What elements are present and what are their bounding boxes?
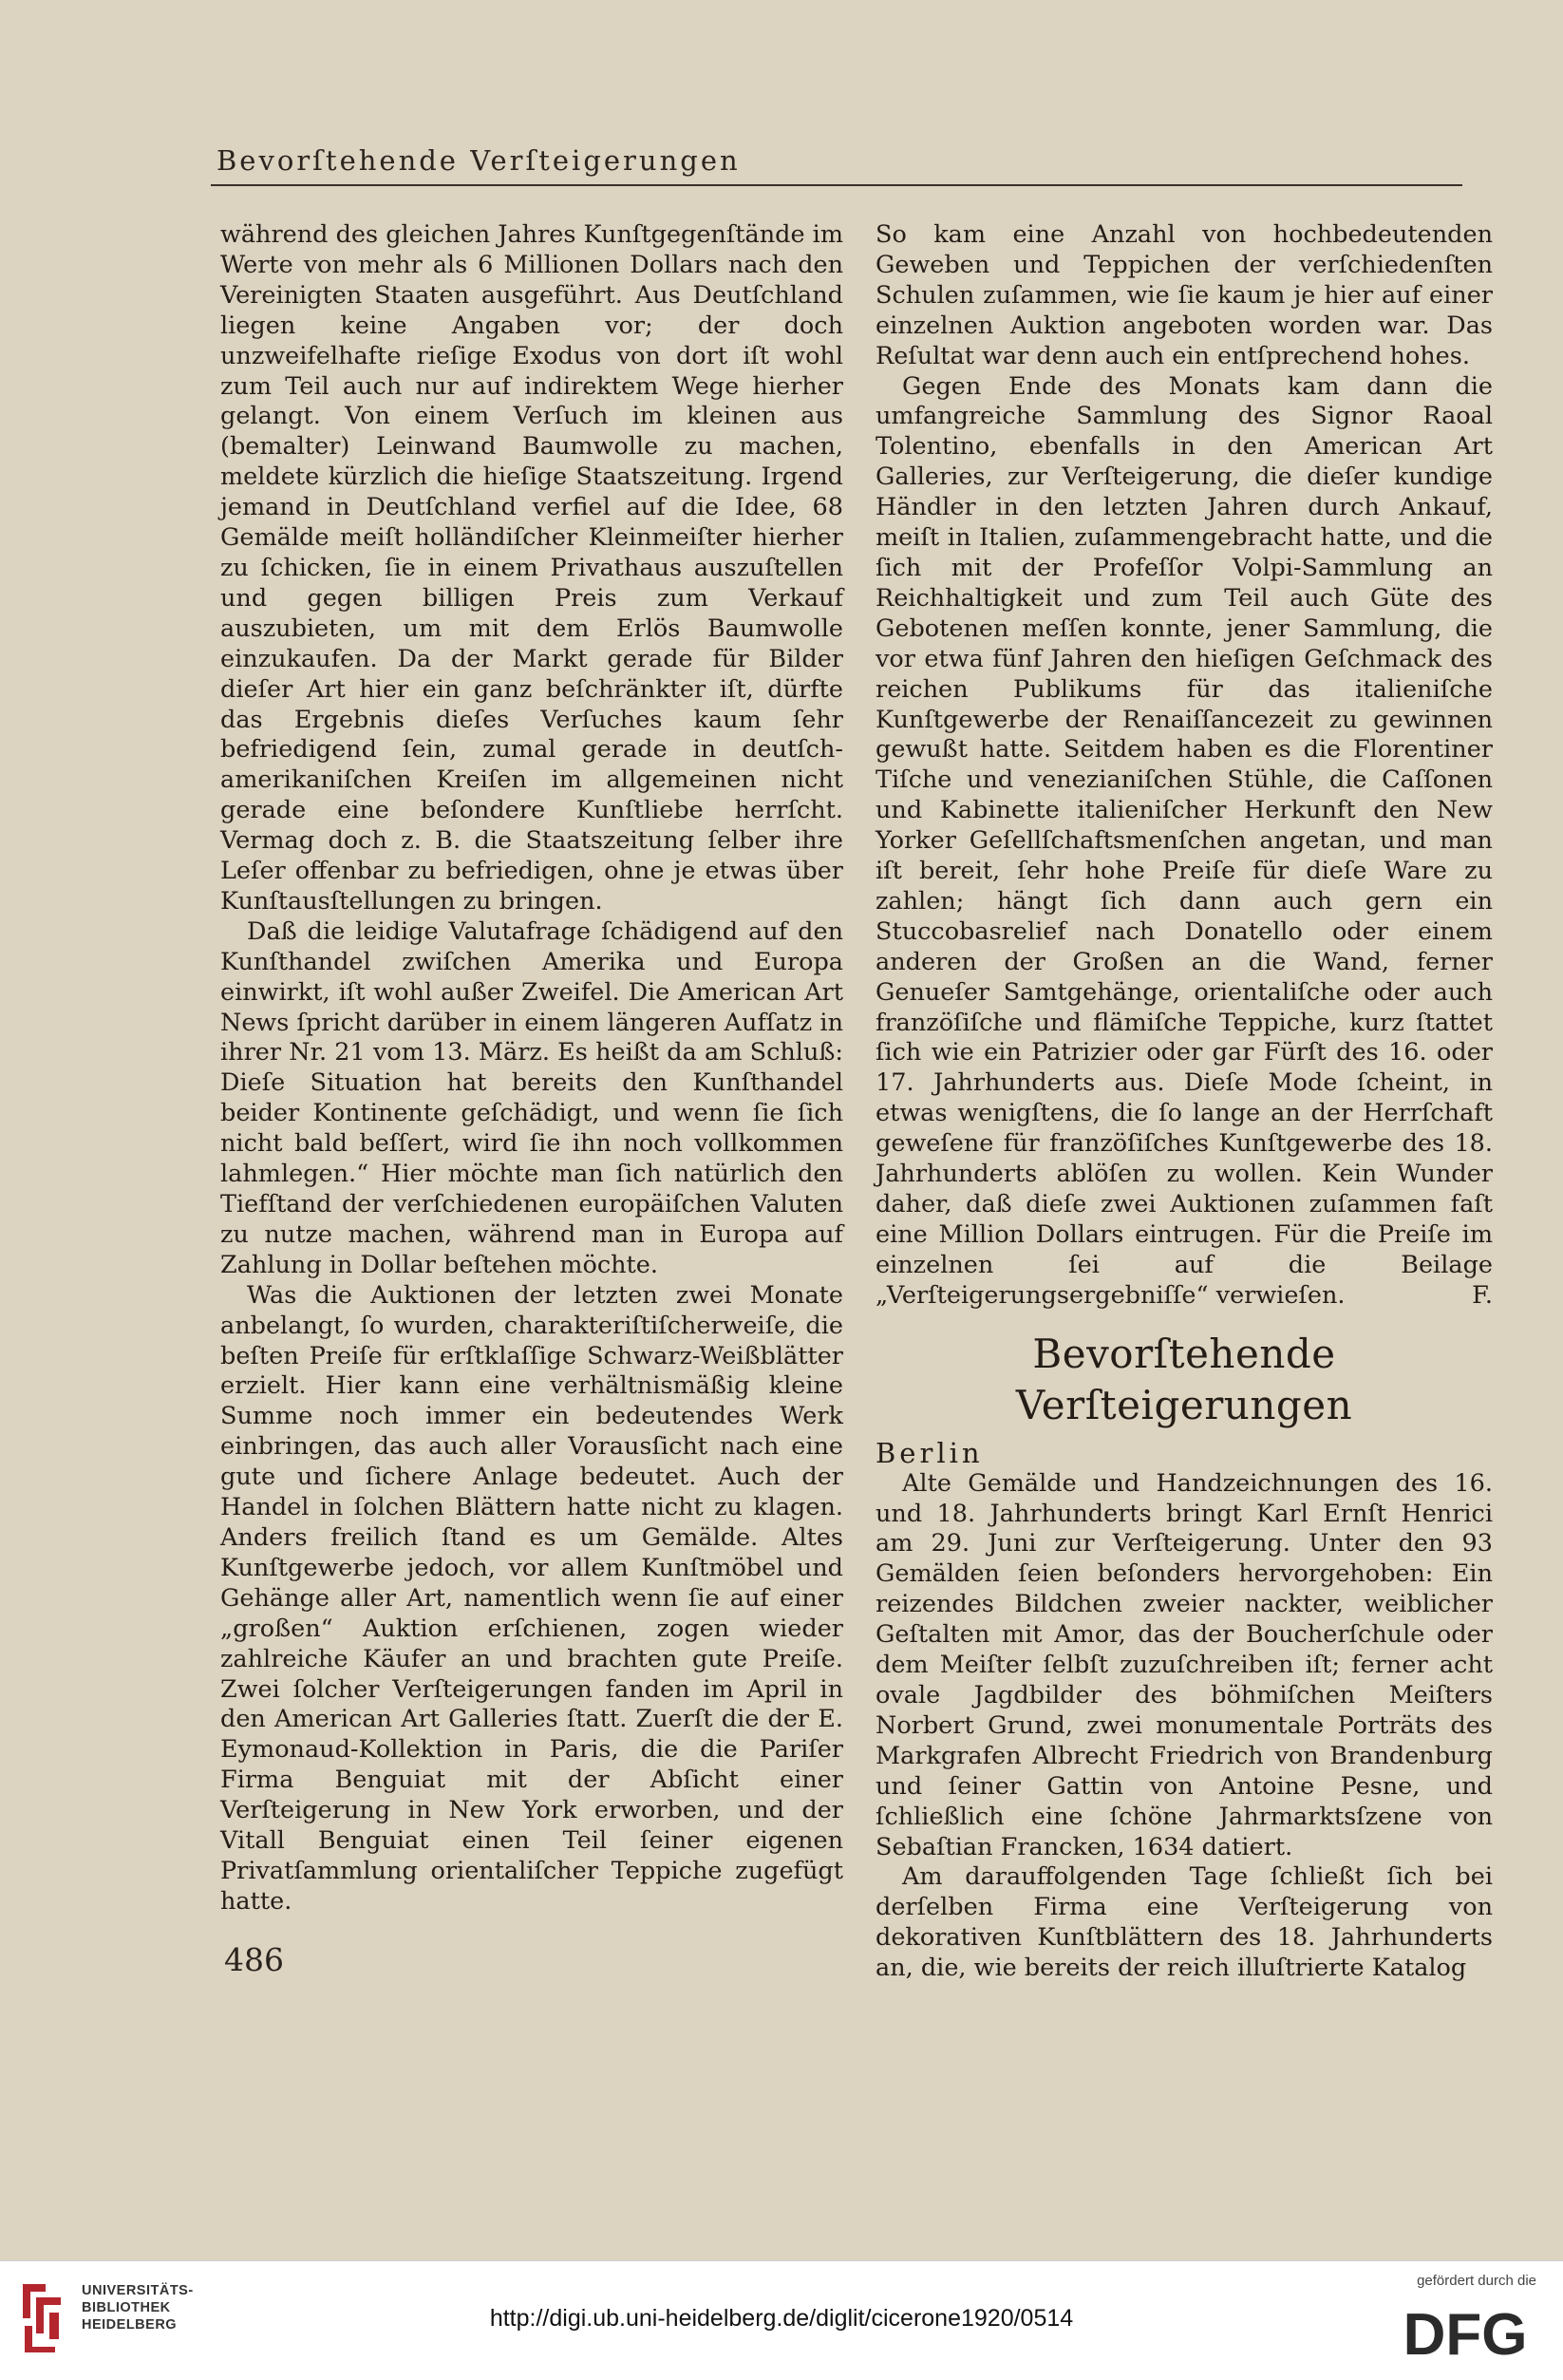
paragraph-with-signature bbox=[876, 372, 1493, 1312]
dfg-wordmark: DFG bbox=[1403, 2302, 1528, 2366]
right-column bbox=[876, 220, 1493, 1984]
running-head: Bevorſtehende Verſteigerungen bbox=[217, 144, 741, 177]
funded-by-label: gefördert durch die bbox=[1417, 2273, 1536, 2289]
paragraph: Am darauffolgenden Tage ſchließt ſich bei derſelben Firma eine Verſteigerung von dekorativen Kunſtblättern des 18. Jahrhunderts an, die, wie bereits der reich illuſtrierte Katalog bbox=[876, 1862, 1493, 1983]
paragraph: während des gleichen Jahres Kunſtgegenſtände im Werte von mehr als 6 Millionen Dollars nach den Vereinigten Staaten ausgeführt. Aus Deutſchland liegen keine Angaben vor; der doch unzweifelhafte rieſige Exodus von dort iſt wohl zum Teil auch nur auf indirektem Wege hierher gelangt. Von einem Verſuch im kleinen aus (bemalter) Leinwand Baumwolle zu machen, meldete kürzlich die hieſige Staatszeitung. Irgend jemand in Deutſchland verfiel auf die Idee, 68 Gemälde meiſt holländiſcher Kleinmeiſter hierher zu ſchicken, ſie in einem Privathaus auszuſtellen und gegen billigen Preis zum Verkauf auszubieten, um mit dem Erlös Baumwolle einzukaufen. Da der Markt gerade für Bilder dieſer Art hier ein ganz beſchränkter iſt, dürfte das Ergebnis dieſes Verſuches kaum ſehr befriedigend ſein, zumal gerade in deutſch-amerikaniſchen Kreiſen im allgemeinen nicht gerade eine beſondere Kunſtliebe herrſcht. Vermag doch z. B. die Staatszeitung ſelber ihre Leſer offenbar zu befriedigen, ohne je etwas über Kunſtausſtellungen zu bringen. bbox=[220, 220, 844, 916]
paragraph-text: Gegen Ende des Monats kam dann die umfangreiche Sammlung des Signor Raoal Tolentino, ebenfalls in den American Art Galleries, zur Verſteigerung, die dieſer kundige Händler in den letzten Jahren durch Ankauf, meiſt in Italien, zuſammengebracht hatte, und die ſich mit der Profeſſor Volpi-Sammlung an Reichhaltigkeit und zum Teil auch Güte des Gebotenen meſſen konnte, jener Sammlung, die vor etwa fünf Jahren den hieſigen Geſchmack des reichen Publikums für das italieniſche Kunſtgewerbe der Renaiſſancezeit zu gewinnen gewußt hatte. Seitdem haben es die Florentiner Tiſche und venezianiſchen Stühle, die Caſſonen und Kabinette italieniſcher Herkunft den New Yorker Geſellſchaftsmenſchen angetan, und man iſt bereit, ſehr hohe Preiſe für dieſe Ware zu zahlen; hängt ſich dann auch gern ein Stuccobasrelief nach Donatello oder einem anderen der Großen an die Wand, ferner Genueſer Samtgehänge, orientaliſche oder auch franzöſiſche und flämiſche Teppiche, kurz ſtattet ſich wie ein Patrizier oder gar Fürſt des 16. oder 17. Jahrhunderts aus. Dieſe Mode ſcheint, in etwas wenigſtens, die ſo lange an der Herrſchaft geweſene für franzöſiſches Kunſtgewerbe des 18. Jahrhunderts ablöſen zu wollen. Kein Wunder daher, daß dieſe zwei Auktionen zuſammen faſt eine Million Dollars eintrugen. Für die Preiſe im einzelnen ſei auf die Beilage „Verſteigerungsergebniſſe“ verwieſen. bbox=[876, 371, 1493, 1310]
section-subheading-city: Berlin bbox=[876, 1436, 984, 1469]
library-line: BIBLIOTHEK bbox=[82, 2300, 171, 2315]
paragraph: Daß die leidige Valutafrage ſchädigend auf den Kunſthandel zwiſchen Amerika und Europa einwirkt, iſt wohl außer Zweifel. Die American Art News ſpricht darüber in einem längeren Aufſatz in ihrer Nr. 21 vom 13. März. Es heißt da am Schluß: Dieſe Situation hat bereits den Kunſthandel beider Kontinente geſchädigt, und wenn ſie ſich nicht bald beſſert, wird ſie ihn noch vollkommen lahmlegen.“ Hier möchte man ſich natürlich den Tiefſtand der verſchiedenen europäiſchen Valuten zu nutze machen, während man in Europa auf Zahlung in Dollar beſtehen möchte. bbox=[220, 916, 843, 1279]
library-line: HEIDELBERG bbox=[82, 2317, 178, 2333]
paragraph: So kam eine Anzahl von hochbedeutenden Geweben und Teppichen der verſchiedenſten Schulen zuſammen, wie ſie kaum je hier auf einer einzelnen Auktion angeboten worden war. Das Reſultat war denn auch ein entſprechend hohes. bbox=[876, 220, 1493, 370]
digitization-footer bbox=[0, 2260, 1563, 2380]
left-column bbox=[220, 220, 843, 1917]
library-line: UNIVERSITÄTS- bbox=[82, 2283, 194, 2298]
section-title: Bevorſtehende Verſteigerungen bbox=[1015, 1330, 1353, 1428]
header-rule bbox=[211, 184, 1462, 186]
author-signature: F. bbox=[1472, 1280, 1493, 1310]
permalink-url[interactable]: http://digi.ub.uni-heidelberg.de/diglit/cicerone1920/0514 bbox=[489, 2305, 1074, 2332]
dfg-logo-icon bbox=[1394, 2299, 1536, 2366]
page-number: 486 bbox=[224, 1941, 284, 1978]
paragraph: Was die Auktionen der letzten zwei Monate anbelangt, ſo wurden, charakteriſtiſcherweiſe, die beſten Preiſe für erſtklaſſige Schwarz-Weißblätter erzielt. Hier kann eine verhältnismäßig kleine Summe noch immer ein bedeutendes Werk einbringen, das auch aller Vorausſicht nach eine gute und ſichere Anlage bedeutet. Auch der Handel in ſolchen Blättern hatte nicht zu klagen. Anders freilich ſtand es um Gemälde. Altes Kunſtgewerbe jedoch, vor allem Kunſtmöbel und Gehänge aller Art, namentlich wenn ſie auf einer „großen“ Auktion erſchienen, zogen wieder zahlreiche Käufer an und brachten gute Preiſe. Zwei ſolcher Verſteigerungen fanden im April in den American Art Galleries ſtatt. Zuerſt die der E. Eymonaud-Kollektion in Paris, die die Pariſer Firma Benguiat mit der Abſicht einer Verſteigerung in New York erworben, und der Vitall Benguiat einen Teil ſeiner eigenen Privatſammlung orientaliſcher Teppiche zugefügt hatte. bbox=[220, 1280, 843, 1916]
paragraph: Alte Gemälde und Handzeichnungen des 16. und 18. Jahrhunderts bringt Karl Ernſt Henrici am 29. Juni zur Verſteigerung. Unter den 93 Gemälden ſeien beſonders hervorgehoben: Ein reizendes Bildchen zweier nackter, weiblicher Geſtalten mit Amor, das der Boucherſchule oder dem Meiſter ſelbſt zuzuſchreiben iſt; ferner acht ovale Jagdbilder des böhmiſchen Meiſters Norbert Grund, zwei monumentale Porträts des Markgrafen Albrecht Friedrich von Brandenburg und ſeiner Gattin von Antoine Pesne, und ſchließlich eine ſchöne Jahrmarktsſzene von Sebaſtian Francken, 1634 datiert. bbox=[876, 1468, 1493, 1861]
